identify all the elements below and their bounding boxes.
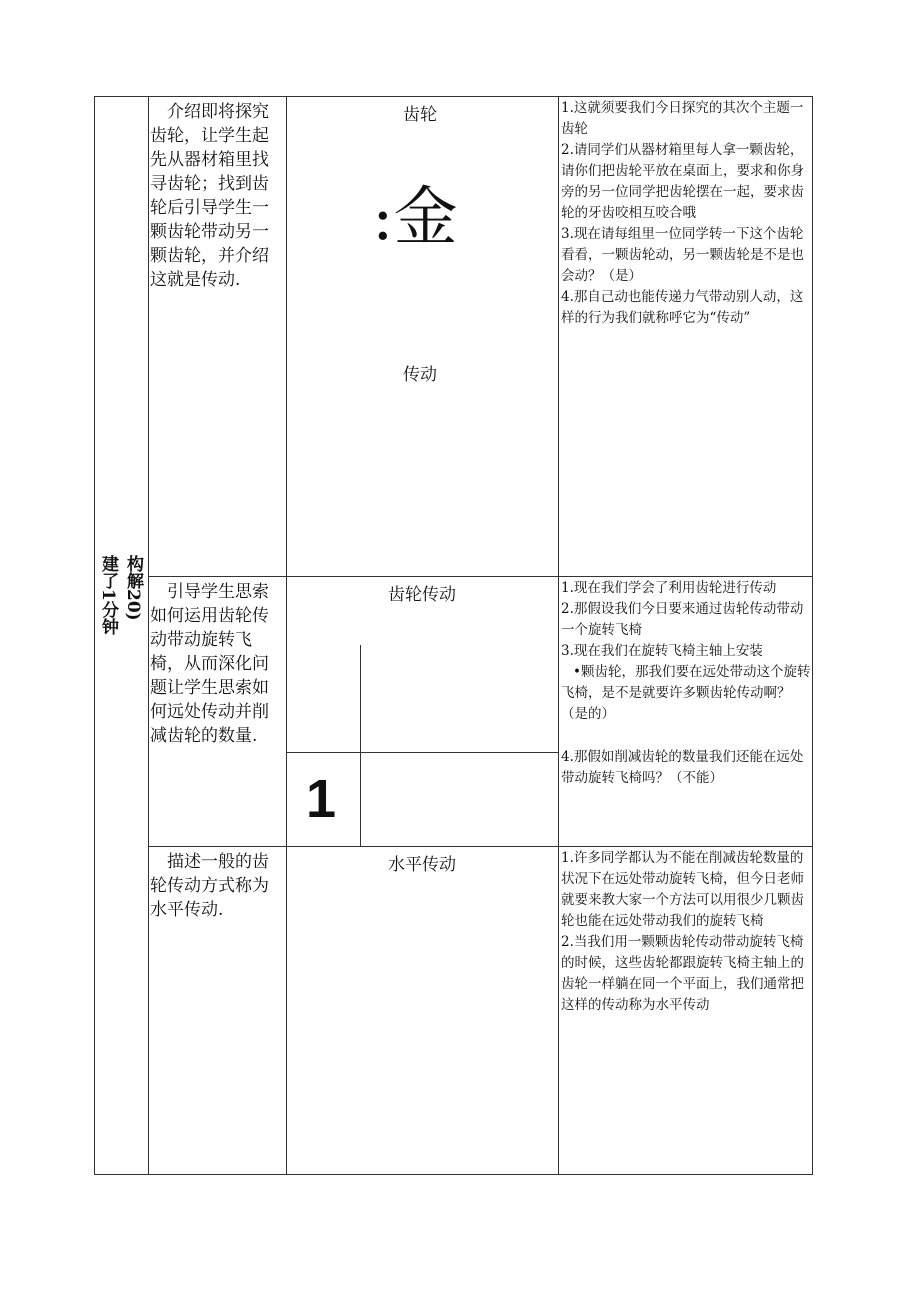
row2-middle-title: 齿轮传动	[388, 585, 456, 605]
row2-note-2: 2.那假设我们今日要来通过齿轮传动带动一个旋转飞椅	[561, 601, 804, 638]
stage-label-line-b: 构解20)	[123, 555, 143, 621]
row1-note-3: 3.现在请每组里一位同学转一下这个齿轮看看，一颗齿轮动，另一颗齿轮是不是也会动？（是）	[561, 226, 804, 284]
table-top-border	[94, 96, 813, 97]
row3-description: 描述一般的齿轮传动方式称为水平传动.	[150, 852, 269, 920]
row1-description: 介绍即将探究齿轮，让学生起先从器材箱里找寻齿轮；找到齿轮后引导学生一颗齿轮带动另一颗齿轮，并介绍这就是传动.	[150, 102, 269, 290]
inner-grid-vertical	[360, 645, 361, 846]
row2-notes	[561, 578, 811, 789]
row1-middle-caption: 传动	[403, 365, 437, 385]
row1-middle-title: 齿轮	[403, 105, 437, 125]
stage-label-line-a: 建了1分钟	[98, 555, 118, 635]
row3-note-1: 1.许多同学都认为不能在削减齿轮数量的状况下在远处带动旋转飞椅，但今日老师就要来教大家一个方法可以用很少几颗齿轮也能在远处带动我们的旋转飞椅	[561, 850, 804, 929]
row1-note-2: 2.请同学们从器材箱里每人拿一颗齿轮，请你们把齿轮平放在桌面上，要求和你身旁的另一位同学把齿轮摆在一起，要求齿轮的牙齿咬相互咬合哦	[561, 142, 804, 221]
row2-note-5: 4.那假如削减齿轮的数量我们还能在远处带动旋转飞椅吗？（不能）	[561, 749, 804, 786]
row2-note-4: •颗齿轮，那我们要在远处带动这个旋转飞椅，是不是就要许多颗齿轮传动啊？（是的）	[561, 664, 811, 722]
row1-note-4: 4.那自己动也能传递力气带动别人动，这样的行为我们就称呼它为“传动”	[561, 289, 804, 326]
inner-grid-horizontal	[286, 752, 559, 753]
row2-note-3: 3.现在我们在旋转飞椅主轴上安装	[561, 643, 763, 659]
row2-description: 引导学生思索如何运用齿轮传动带动旋转飞椅，从而深化问题让学生思索如何远处传动并削减齿轮的数量.	[150, 582, 269, 746]
row1-note-1: 1.这就须要我们今日探究的其次个主题一齿轮	[561, 100, 804, 137]
row1-gear-glyph: :金	[372, 181, 458, 255]
row1-notes	[561, 98, 811, 329]
column-divider-1	[148, 96, 149, 1175]
row3-notes	[561, 848, 811, 1016]
row-divider-1	[148, 576, 813, 577]
column-divider-2	[286, 96, 287, 1175]
row2-note-1: 1.现在我们学会了利用齿轮进行传动	[561, 580, 777, 596]
row3-note-2: 2.当我们用一颗颗齿轮传动带动旋转飞椅的时候，这些齿轮都跟旋转飞椅主轴上的齿轮一样躺在同一个平面上，我们通常把这样的传动称为水平传动	[561, 934, 804, 1013]
row2-number: 1	[306, 769, 337, 829]
row3-middle-title: 水平传动	[388, 855, 456, 875]
row-divider-2	[148, 846, 813, 847]
stage-label	[95, 555, 147, 655]
table-bottom-border	[94, 1174, 813, 1175]
column-divider-3	[558, 96, 559, 1175]
table-right-border	[812, 96, 813, 1175]
